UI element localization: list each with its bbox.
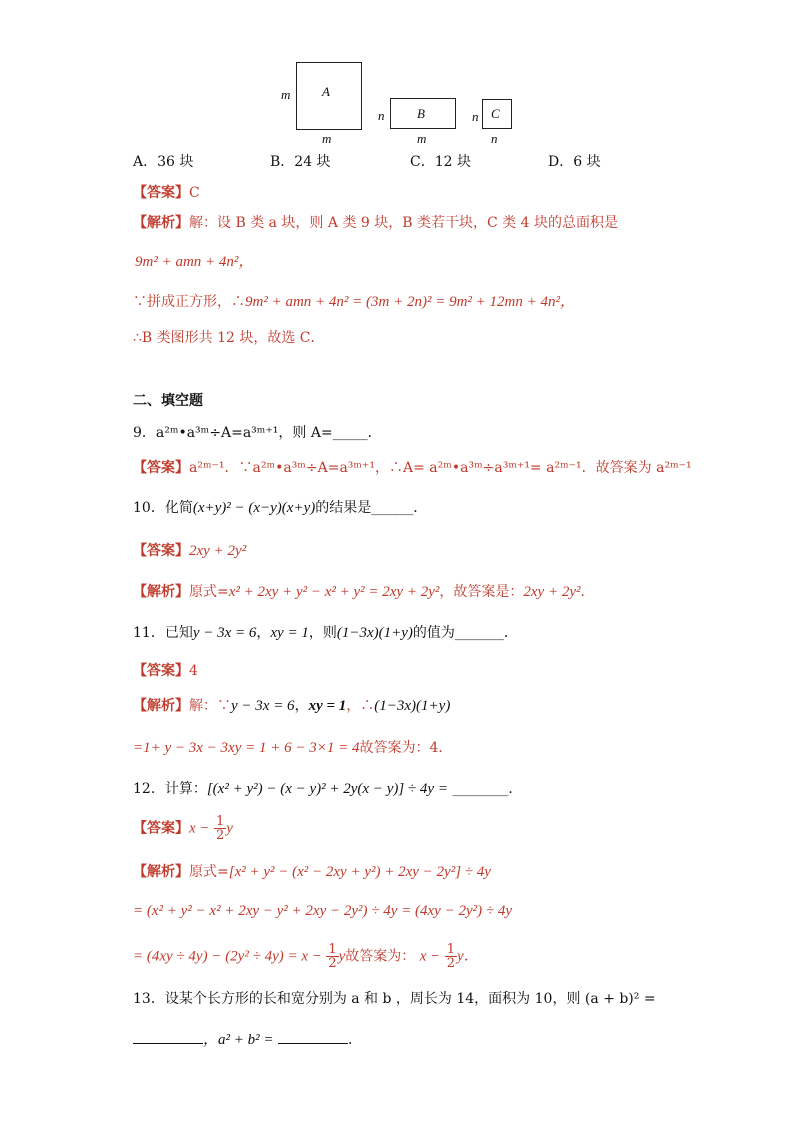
answer-blank-1[interactable]	[133, 1042, 203, 1044]
answer-fraction	[214, 815, 226, 842]
analysis-cond-2: xy = 1	[308, 698, 347, 714]
answer-value: C	[189, 185, 200, 201]
answer-y: y	[226, 820, 233, 837]
analysis-prefix: 原式=	[189, 864, 229, 880]
answer-x: x −	[189, 820, 210, 837]
analysis-tag: 【解析】	[133, 698, 189, 714]
analysis-tag: 【解析】	[133, 864, 189, 880]
line3-fraction	[326, 943, 338, 970]
answer-tag: 【答案】	[133, 543, 189, 559]
analysis-therefore: ，∴	[346, 698, 375, 714]
answer-value: 2xy + 2y²	[189, 543, 247, 559]
answer-tag: 【答案】	[133, 185, 189, 201]
condition-1: y − 3x = 6	[192, 625, 257, 641]
q13-stem-line2	[133, 1028, 362, 1049]
q8-option-c: C．12 块	[410, 154, 471, 170]
answer-value: 4	[189, 663, 198, 679]
tile-a-bottom-label: m	[322, 131, 332, 146]
q8-because-line	[133, 290, 575, 311]
q8-conclusion: ∴B 类图形共 12 块，故选 C．	[133, 330, 325, 346]
q12-stem	[133, 778, 522, 798]
fraction-numerator: 1	[215, 814, 225, 829]
q10-analysis	[133, 581, 594, 601]
answer-tag: 【答案】	[133, 820, 189, 837]
question-end: ．	[347, 1032, 362, 1048]
tile-b-bottom-label: m	[417, 131, 427, 146]
q10-stem	[133, 497, 427, 517]
question-number: 10．化简	[133, 500, 193, 516]
fraction-numerator: 1	[328, 942, 337, 957]
q12-analysis-line3	[133, 943, 479, 970]
line3-answer-y: y．	[457, 948, 479, 965]
analysis-expr: (1−3x)(1+y)	[374, 698, 451, 714]
tile-c-side-label: n	[472, 109, 479, 124]
question-expr: [(x² + y²) − (x − y)² + 2y(x − y)] ÷ 4y =	[206, 781, 448, 797]
q11-analysis-line2	[133, 737, 452, 757]
section-title: 二、填空题	[133, 393, 203, 409]
analysis-cond-1: y − 3x = 6	[231, 698, 295, 714]
tile-c-bottom-label: n	[491, 131, 498, 146]
answer-tag: 【答案】	[133, 663, 189, 679]
q9-answer	[133, 457, 692, 477]
answer-value: a²ᵐ⁻¹．∵a²ᵐ•a³ᵐ÷A=a³ᵐ⁺¹，∴A= a²ᵐ•a³ᵐ÷a³ᵐ⁺¹= a²ᵐ⁻¹．故答案为 a²ᵐ⁻¹	[189, 460, 692, 476]
analysis-line1: [x² + y² − (x² − 2xy + y²) + 2xy − 2y²] ÷ 4y	[228, 864, 491, 880]
q9-stem: 9．a²ᵐ•a³ᵐ÷A=a³ᵐ⁺¹，则 A=_____．	[133, 425, 382, 441]
condition-2: xy = 1	[270, 625, 309, 641]
q8-option-a: A．36 块	[133, 154, 194, 170]
question-mid: ，a² + b² =	[203, 1032, 274, 1048]
line3-tail: 故答案为：	[345, 948, 416, 965]
q13-stem-line1: 13．设某个长方形的长和宽分别为 a 和 b ，周长为 14，面积为 10，则 (a + b)² =	[133, 991, 656, 1007]
analysis-tag: 【解析】	[133, 584, 189, 600]
analysis-text: 解：设 B 类 a 块，则 A 类 9 块，B 类若干块，C 类 4 块的总面积是	[189, 215, 618, 231]
analysis-tag: 【解析】	[133, 215, 189, 231]
q12-analysis	[133, 861, 491, 881]
tile-a-letter: A	[322, 84, 330, 99]
question-then: ，则	[308, 625, 337, 641]
analysis-answer: 2xy + 2y²	[523, 584, 581, 600]
tile-c-letter: C	[491, 106, 500, 121]
analysis-prefix: 原式=	[189, 584, 229, 600]
question-tail: 的结果是______．	[315, 500, 428, 516]
q10-answer	[133, 540, 246, 560]
tile-b-letter: B	[417, 106, 425, 121]
q11-analysis: 【解析】解：∵y − 3x = 6，xy = 1，∴(1−3x)(1+y)	[133, 698, 451, 714]
because-text: ∵拼成正方形，∴	[133, 294, 245, 310]
question-tail: 的值为_______．	[412, 625, 518, 641]
q11-answer	[133, 660, 198, 680]
because-expr: 9m² + amn + 4n² = (3m + 2n)² = 9m² + 12mn + 4n²，	[245, 294, 575, 310]
question-expr: (1−3x)(1+y)	[336, 625, 413, 641]
question-number: 11．已知	[133, 625, 193, 641]
analysis-line3: = (4xy ÷ 4y) − (2y² ÷ 4y) = x −	[133, 948, 322, 965]
tile-b-side-label: n	[378, 108, 385, 123]
answer-blank-2[interactable]	[278, 1042, 348, 1044]
q12-analysis-line2: = (x² + y² − x² + 2xy − y² + 2xy − 2y²) ÷ 4y = (4xy − 2y²) ÷ 4y	[133, 903, 512, 919]
q11-stem: 11．已知y − 3x = 6，xy = 1，则(1−3x)(1+y)的值为_______．	[133, 625, 518, 641]
q8-option-d: D．6 块	[548, 154, 601, 170]
line3-answer: x −	[419, 948, 441, 965]
q8-option-b: B．24 块	[270, 154, 331, 170]
tile-a-side-label: m	[281, 87, 291, 102]
analysis-expr: x² + 2xy + y² − x² + y² = 2xy + 2y²	[228, 584, 440, 600]
fraction-denominator: 2	[446, 956, 456, 971]
fraction-denominator: 2	[215, 828, 225, 843]
analysis-mid: ，故答案是：	[439, 584, 524, 600]
question-expr: (x+y)² − (x−y)(x+y)	[192, 500, 316, 516]
q8-answer	[133, 182, 200, 202]
analysis-text: 解：∵	[189, 698, 231, 714]
answer-tag: 【答案】	[133, 460, 189, 476]
q8-analysis	[133, 212, 618, 232]
analysis-line2: =1+ y − 3x − 3xy = 1 + 6 − 3×1 = 4	[133, 740, 360, 756]
line3-y: y	[338, 948, 346, 965]
analysis-end: ．	[580, 584, 595, 600]
line3-answer-fraction	[445, 943, 457, 970]
analysis-line2-tail: 故答案为：4．	[359, 740, 453, 756]
q8-expr1: 9m² + amn + 4n²，	[135, 254, 254, 270]
question-tail: ________．	[452, 781, 523, 797]
q12-answer	[133, 815, 233, 842]
question-number: 12．计算：	[133, 781, 207, 797]
fraction-numerator: 1	[446, 942, 456, 957]
fraction-denominator: 2	[328, 956, 337, 971]
